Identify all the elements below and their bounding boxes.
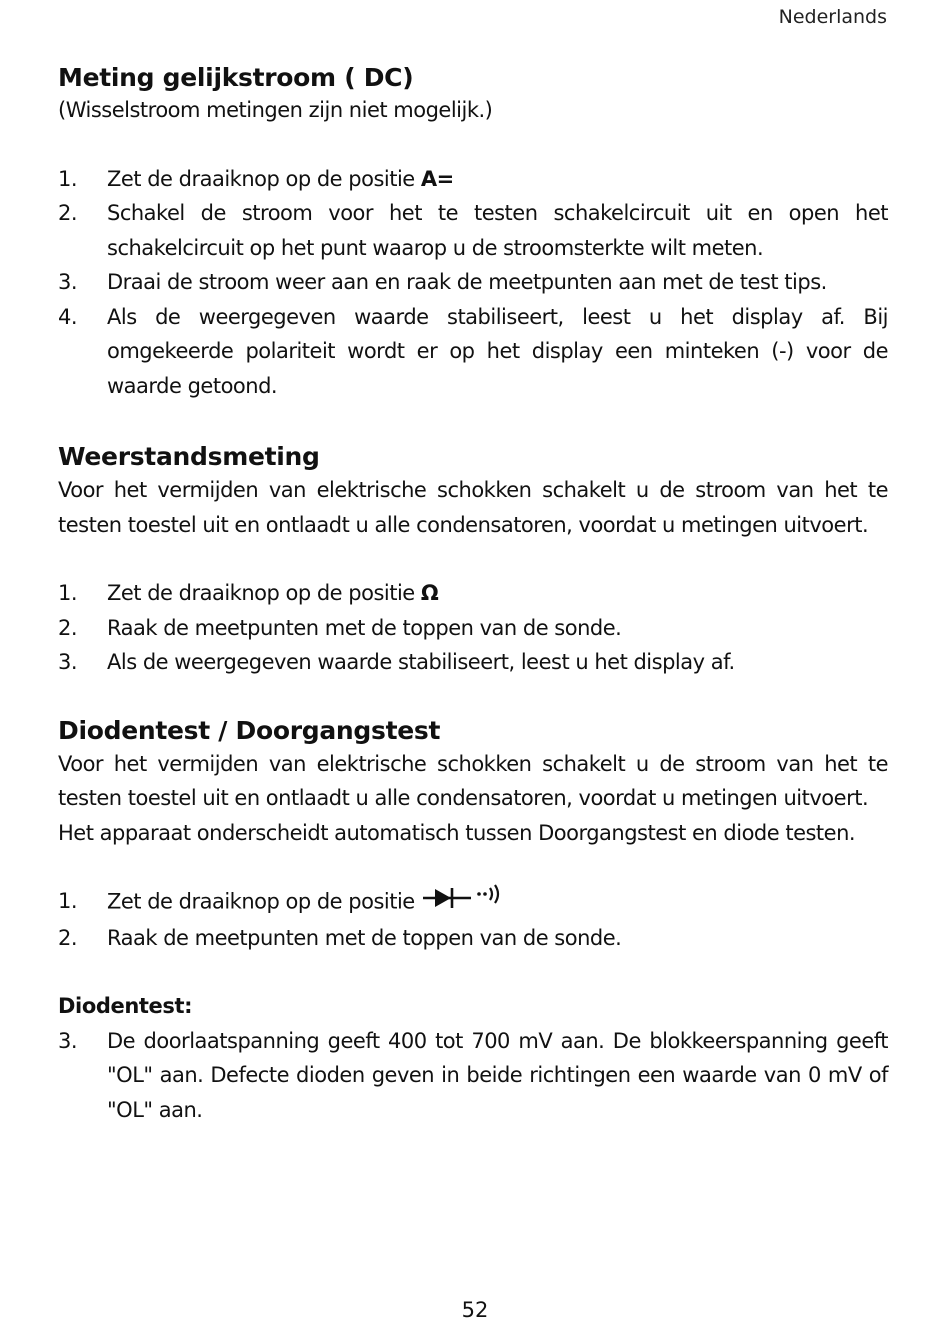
list-number: 4. [58,304,78,329]
list-number: 3. [58,270,78,294]
resistance-steps [58,576,888,680]
list-item [58,1024,888,1128]
list-number: 2. [58,201,78,225]
section-title-diode: Diodentest / Doorgangstest [58,715,441,745]
list-number: 1. [58,166,78,191]
page-content [58,0,888,1127]
section-title-dc: Meting gelijkstroom ( DC) [58,63,414,92]
list-item [58,884,888,921]
diode-subheading: Diodentest: [58,994,193,1018]
ohm-symbol: Ω [420,581,439,605]
page-number: 52 [461,1298,489,1322]
list-text: Raak de meetpunten met de toppen van de sonde. [107,925,622,950]
list-number: 1. [58,581,78,605]
list-number: 3. [58,1028,78,1053]
list-item [58,921,888,956]
list-number: 3. [58,650,78,674]
list-item [58,645,888,680]
list-number: 1. [58,889,78,913]
dc-steps [58,162,888,404]
dc-note: (Wisselstroom metingen zijn niet mogelijk.) [58,98,493,122]
list-text: De doorlaatspanning geeft 400 tot 700 mV aan. De blokkeerspanning geeft "OL" aan. Defecte dioden geven in beide richtingen een waarde van 0 mV of "OL" aan. [107,1028,888,1122]
diode-continuity-icon [421,884,505,921]
diode-intro-2: Het apparaat onderscheidt automatisch tussen Doorgangstest en diode testen. [58,820,856,845]
language-label: Nederlands [778,6,887,28]
list-text: Zet de draaiknop op de positie [107,581,421,605]
resistance-intro: Voor het vermijden van elektrische schokken schakelt u de stroom van het te testen toestel uit en ontlaadt u alle condensatoren, voordat u metingen uitvoert. [58,478,888,537]
list-item [58,265,888,300]
diode-test-steps [58,1024,888,1128]
list-item [58,611,888,646]
list-item [58,576,888,611]
list-text: Raak de meetpunten met de toppen van de sonde. [107,615,622,640]
list-item [58,162,888,197]
list-text: Als de weergegeven waarde stabiliseert, leest u het display af. Bij omgekeerde polariteit wordt er op het display een minteken (-) voor de waarde getoond. [107,304,888,398]
list-text: Als de weergegeven waarde stabiliseert, leest u het display af. [107,650,735,674]
list-text: Zet de draaiknop op de positie [107,166,421,191]
list-number: 2. [58,615,78,640]
section-title-resistance: Weerstandsmeting [58,442,320,471]
list-text: Zet de draaiknop op de positie [107,889,421,914]
list-item [58,196,888,265]
list-text: Draai de stroom weer aan en raak de meetpunten aan met de test tips. [107,270,827,294]
diode-steps [58,884,888,955]
list-item [58,300,888,404]
list-number: 2. [58,925,78,950]
diode-intro: Voor het vermijden van elektrische schokken schakelt u de stroom van het te testen toestel uit en ontlaadt u alle condensatoren, voordat u metingen uitvoert. [58,751,888,810]
position-label: A= [420,166,454,191]
list-text: Schakel de stroom voor het te testen schakelcircuit uit en open het schakelcircuit op het punt waarop u de stroomsterkte wilt meten. [107,201,888,260]
